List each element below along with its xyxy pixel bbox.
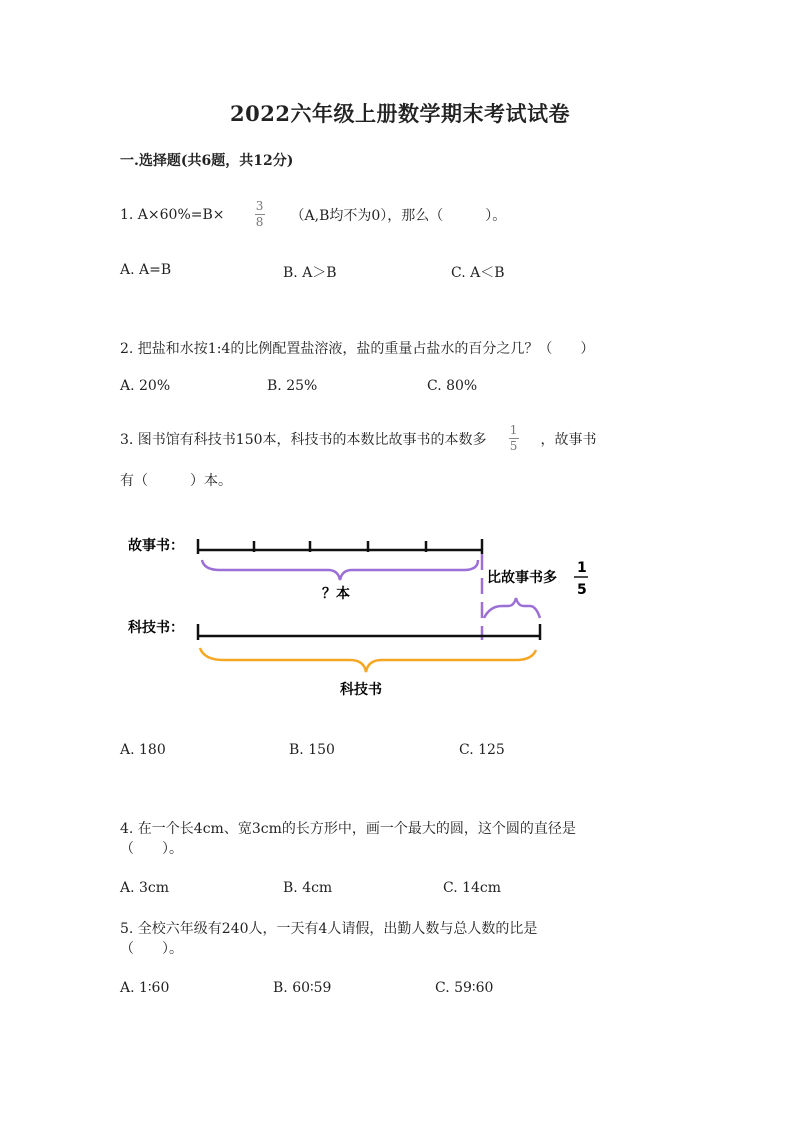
compare-brace bbox=[484, 598, 540, 618]
question-4: 4. 在一个长4cm、宽3cm的长方形中，画一个最大的圆，这个圆的直径是 bbox=[120, 821, 576, 837]
fraction-3-8 bbox=[255, 200, 265, 229]
q1-option-c[interactable]: C. A＜B bbox=[451, 265, 505, 281]
page-title: 2022六年级上册数学期末考试试卷 bbox=[230, 101, 570, 126]
question-3-line2: 有（ ）本。 bbox=[120, 473, 232, 489]
q5-option-b[interactable]: B. 60∶59 bbox=[273, 980, 332, 996]
fraction-numerator: 1 bbox=[509, 423, 518, 437]
section-heading: 一.选择题(共6题，共12分) bbox=[120, 153, 294, 169]
q2-option-b[interactable]: B. 25% bbox=[267, 378, 318, 394]
question-3 bbox=[120, 424, 597, 453]
q4-option-a[interactable]: A. 3cm bbox=[120, 880, 170, 896]
question-1-post: （A,B均不为0），那么（ ）。 bbox=[290, 207, 507, 224]
q3-option-b[interactable]: B. 150 bbox=[289, 742, 335, 758]
q2-option-c[interactable]: C. 80% bbox=[427, 378, 478, 394]
q4-option-c[interactable]: C. 14cm bbox=[443, 880, 502, 896]
q3-option-c[interactable]: C. 125 bbox=[459, 742, 505, 758]
compare-label: 比故事书多 bbox=[487, 570, 557, 586]
fraction-denominator: 8 bbox=[255, 215, 264, 229]
science-brace bbox=[200, 648, 536, 672]
story-brace bbox=[202, 560, 478, 580]
q3-option-a[interactable]: A. 180 bbox=[120, 742, 166, 758]
q5-option-a[interactable]: A. 1∶60 bbox=[120, 980, 170, 996]
question-3-pre: 3. 图书馆有科技书150本，科技书的本数比故事书的本数多 bbox=[120, 431, 487, 448]
compare-frac-numerator: 1 bbox=[577, 560, 587, 576]
science-book-label: 科技书： bbox=[128, 620, 184, 636]
question-2: 2. 把盐和水按1:4的比例配置盐溶液，盐的重量占盐水的百分之几？（ ） bbox=[120, 341, 595, 357]
q5-option-c[interactable]: C. 59∶60 bbox=[435, 980, 494, 996]
compare-frac-denominator: 5 bbox=[577, 582, 587, 598]
q4-option-b[interactable]: B. 4cm bbox=[283, 880, 333, 896]
fraction-numerator: 3 bbox=[255, 199, 264, 213]
bar-model-diagram bbox=[120, 522, 600, 702]
story-book-label: 故事书： bbox=[128, 538, 184, 554]
question-4-line2: （ ）。 bbox=[120, 841, 183, 857]
fraction-denominator: 5 bbox=[509, 439, 518, 453]
question-3-post: ，故事书 bbox=[540, 431, 597, 448]
science-total-label: 科技书 bbox=[340, 682, 382, 698]
story-amount-label: ？本 bbox=[322, 586, 350, 602]
fraction-1-5 bbox=[509, 424, 519, 453]
question-1-pre: 1. A×60%=B× bbox=[120, 206, 225, 223]
question-5: 5. 全校六年级有240人，一天有4人请假，出勤人数与总人数的比是 bbox=[120, 921, 538, 937]
q2-option-a[interactable]: A. 20% bbox=[120, 378, 171, 394]
q1-option-b[interactable]: B. A＞B bbox=[283, 265, 337, 281]
question-5-line2: （ ）。 bbox=[120, 941, 183, 957]
question-1 bbox=[120, 200, 506, 229]
q1-option-a[interactable]: A. A=B bbox=[120, 262, 172, 278]
